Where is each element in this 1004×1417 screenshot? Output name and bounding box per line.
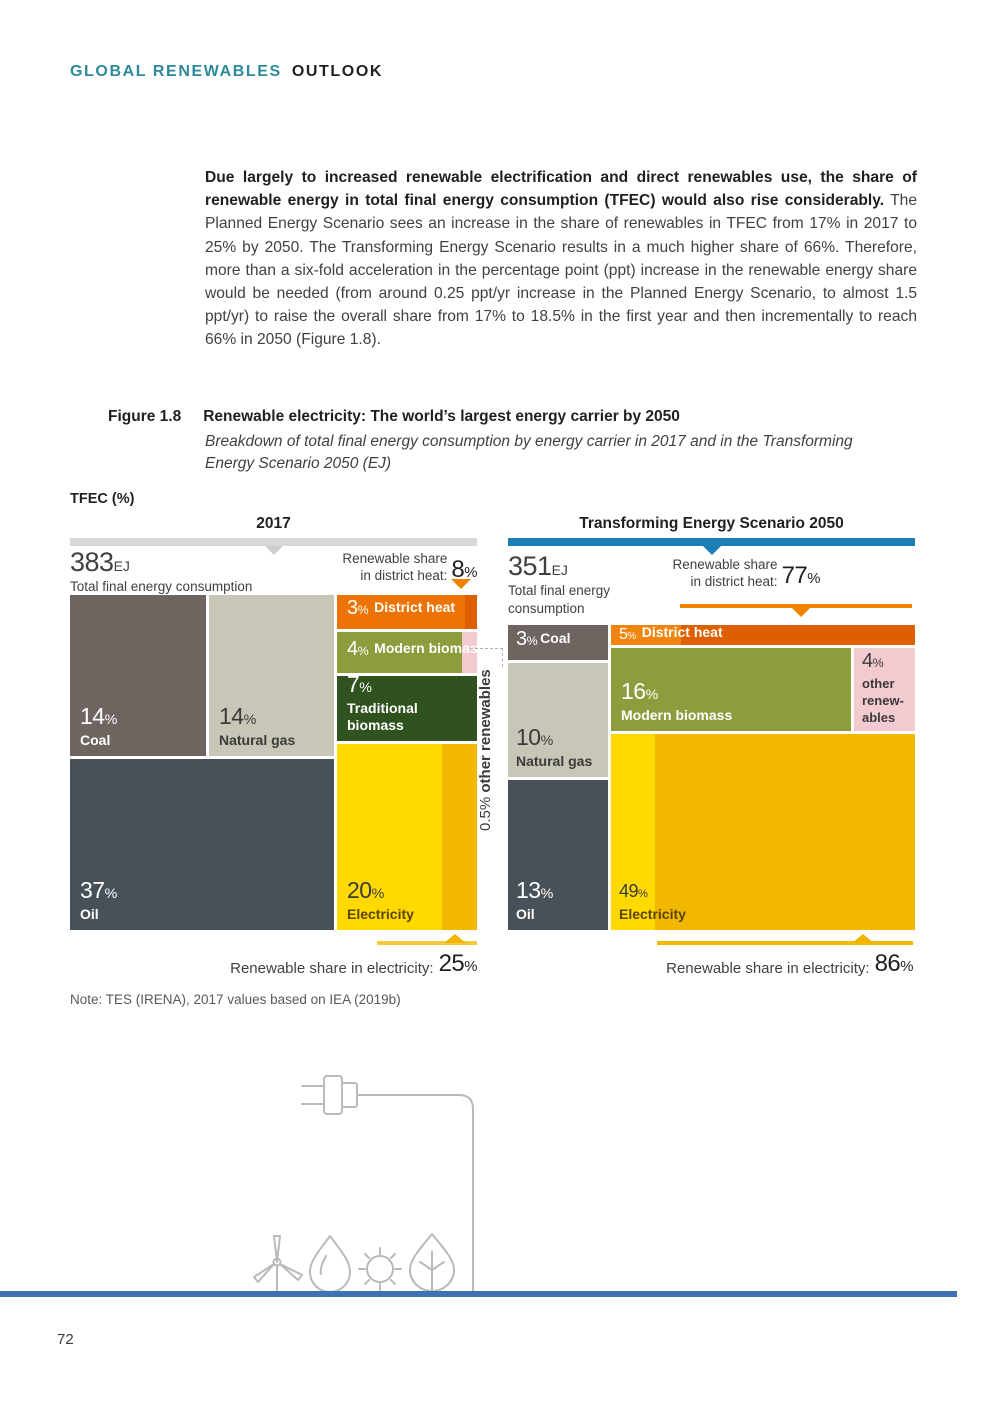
oil-value: 37% (80, 877, 117, 903)
electricity-share-pointer-2017 (444, 934, 466, 943)
block-modern-biomass (611, 648, 851, 731)
traditional-biomass-label: Traditional biomass (347, 700, 418, 733)
axis-unit-label: TFEC (%) (70, 491, 135, 507)
total-2050 (508, 551, 568, 582)
gas-label: Natural gas (219, 732, 296, 748)
heat-share-value: 8% (451, 556, 477, 583)
modern-biomass-value: 16% (621, 678, 658, 704)
gas-label: Natural gas (516, 753, 593, 769)
total-unit: EJ (113, 558, 130, 574)
total-label-line1: Total final energy (508, 583, 611, 598)
oil-value: 13% (516, 877, 553, 903)
coal-label: Coal (540, 630, 571, 646)
heat-share-value: 77% (781, 562, 820, 589)
district-heat-value: 5% (619, 626, 636, 643)
figure-title: Renewable electricity: The world’s largest energy carrier by 2050 (203, 408, 680, 425)
electricity-value: 49% (619, 881, 648, 901)
power-plug-icon (302, 1076, 357, 1114)
chart-2050-title: Transforming Energy Scenario 2050 (579, 515, 844, 532)
district-heat-value: 3% (347, 597, 369, 619)
other-renewables-callout (477, 643, 503, 831)
other-renewables-value: 0.5% (477, 796, 494, 831)
block-oil (508, 780, 608, 930)
gas-value: 14% (219, 703, 256, 729)
coal-value: 3% (516, 628, 538, 650)
other-renewables-label: other renewables (477, 669, 494, 793)
district-heat-label: District heat (641, 624, 723, 640)
block-coal (508, 625, 608, 660)
sun-icon (359, 1248, 401, 1290)
electricity-share-value: 86% (874, 950, 913, 977)
modern-biomass-label: Modern biomass (374, 640, 486, 656)
total-2017 (70, 547, 130, 578)
heat-share-pointer-2050 (791, 607, 811, 617)
block-district-heat (337, 595, 477, 629)
block-traditional-biomass (337, 671, 477, 741)
traditional-biomass-value: 7% (347, 671, 372, 697)
electricity-value: 20% (347, 877, 384, 903)
figure-caption (108, 408, 918, 426)
total-label-line2: consumption (508, 601, 585, 616)
intro-body: The Planned Energy Scenario sees an increase in the share of renewables in TFEC from 17% in 2017 to 25% by 2050. The Transforming Energy Scenario results in a much higher share of 66%. Therefore, more than a six-fold acceleration in the percentage point (ppt) increase in the renewable energy share would be needed (from around 0.25 ppt/yr increase in the Planned Energy Scenario, to almost 1.5 ppt/yr) to raise the overall share from 17% to 18.5% in the first year and then incrementally to reach 66% in 2050 (Figure 1.8). (205, 192, 918, 349)
block-other-renewables (854, 648, 915, 731)
oil-label: Oil (516, 906, 535, 922)
water-drop-icon (310, 1236, 350, 1292)
electricity-share-annotation-2050 (666, 950, 913, 978)
modern-biomass-label: Modern biomass (621, 707, 733, 723)
renewable-energy-illustration (240, 1056, 520, 1294)
footer-rule (0, 1291, 957, 1297)
leaf-icon (410, 1234, 454, 1294)
scenario-bar-2050 (508, 538, 915, 546)
block-natural-gas (209, 595, 334, 756)
block-electricity (611, 734, 915, 930)
chart-2017-title: 2017 (256, 515, 291, 532)
total-unit: EJ (551, 562, 568, 578)
block-modern-biomass (337, 632, 486, 673)
electricity-share-label: Renewable share in electricity: (230, 960, 434, 977)
total-value: 383 (70, 547, 114, 577)
electricity-label: Electricity (347, 906, 414, 922)
heat-share-annotation-2050 (672, 557, 820, 590)
heat-share-line2: in district heat: (360, 567, 448, 583)
other-renewables-label-2: renew- (862, 693, 904, 708)
electricity-share-pointer-2050 (852, 934, 874, 943)
scenario-pointer-2017 (265, 546, 283, 555)
district-heat-renewable-strip (465, 595, 477, 629)
intro-paragraph (205, 166, 917, 352)
electricity-share-line-2050 (657, 941, 913, 945)
heat-share-pointer-2017 (451, 579, 471, 589)
wind-turbine-icon (254, 1236, 302, 1294)
other-renewables-value: 4% (862, 650, 884, 672)
electricity-label: Electricity (619, 906, 686, 922)
electricity-renewable-strip (442, 744, 477, 930)
block-natural-gas (508, 663, 608, 777)
heat-share-line2: in district heat: (690, 573, 778, 589)
modern-biomass-value: 4% (347, 638, 369, 660)
coal-value: 14% (80, 703, 117, 729)
block-oil (70, 759, 334, 930)
page-number: 72 (57, 1331, 74, 1348)
electricity-share-value: 25% (438, 950, 477, 977)
figure-subtitle: Breakdown of total final energy consumption by energy carrier in 2017 and in the Transforming Energy Scenario 2050 (EJ) (205, 433, 853, 472)
district-heat-label: District heat (374, 599, 456, 615)
block-electricity (337, 744, 477, 930)
oil-label: Oil (80, 906, 99, 922)
mosaic-2050 (508, 625, 915, 930)
scenario-bar-2017 (70, 538, 477, 546)
brand-secondary: OUTLOOK (291, 63, 384, 80)
total-value: 351 (508, 551, 552, 581)
brand-primary: GLOBAL RENEWABLES (70, 63, 282, 80)
heat-share-line1: Renewable share (342, 551, 448, 566)
block-district-heat (611, 625, 915, 645)
other-renewables-label-1: other (862, 676, 895, 691)
scenario-pointer-2050 (703, 546, 721, 555)
figure-note: Note: TES (IRENA), 2017 values based on IEA (2019b) (70, 992, 401, 1007)
gas-value: 10% (516, 724, 553, 750)
total-label: Total final energy consumption (70, 579, 253, 594)
electricity-share-label: Renewable share in electricity: (666, 960, 870, 977)
electricity-share-annotation-2017 (230, 950, 477, 978)
chart-2050 (508, 515, 915, 1005)
cable-line (357, 1095, 473, 1294)
heat-share-line1: Renewable share (672, 557, 778, 572)
coal-label: Coal (80, 732, 111, 748)
intro-lead: Due largely to increased renewable electrification and direct renewables use, the share of renewable energy in total final energy consumption (TFEC) would also rise considerably. (205, 169, 917, 210)
other-renewables-label-3: ables (862, 710, 896, 725)
report-header (70, 63, 383, 81)
block-coal (70, 595, 206, 756)
figure-label: Figure 1.8 (108, 408, 182, 425)
